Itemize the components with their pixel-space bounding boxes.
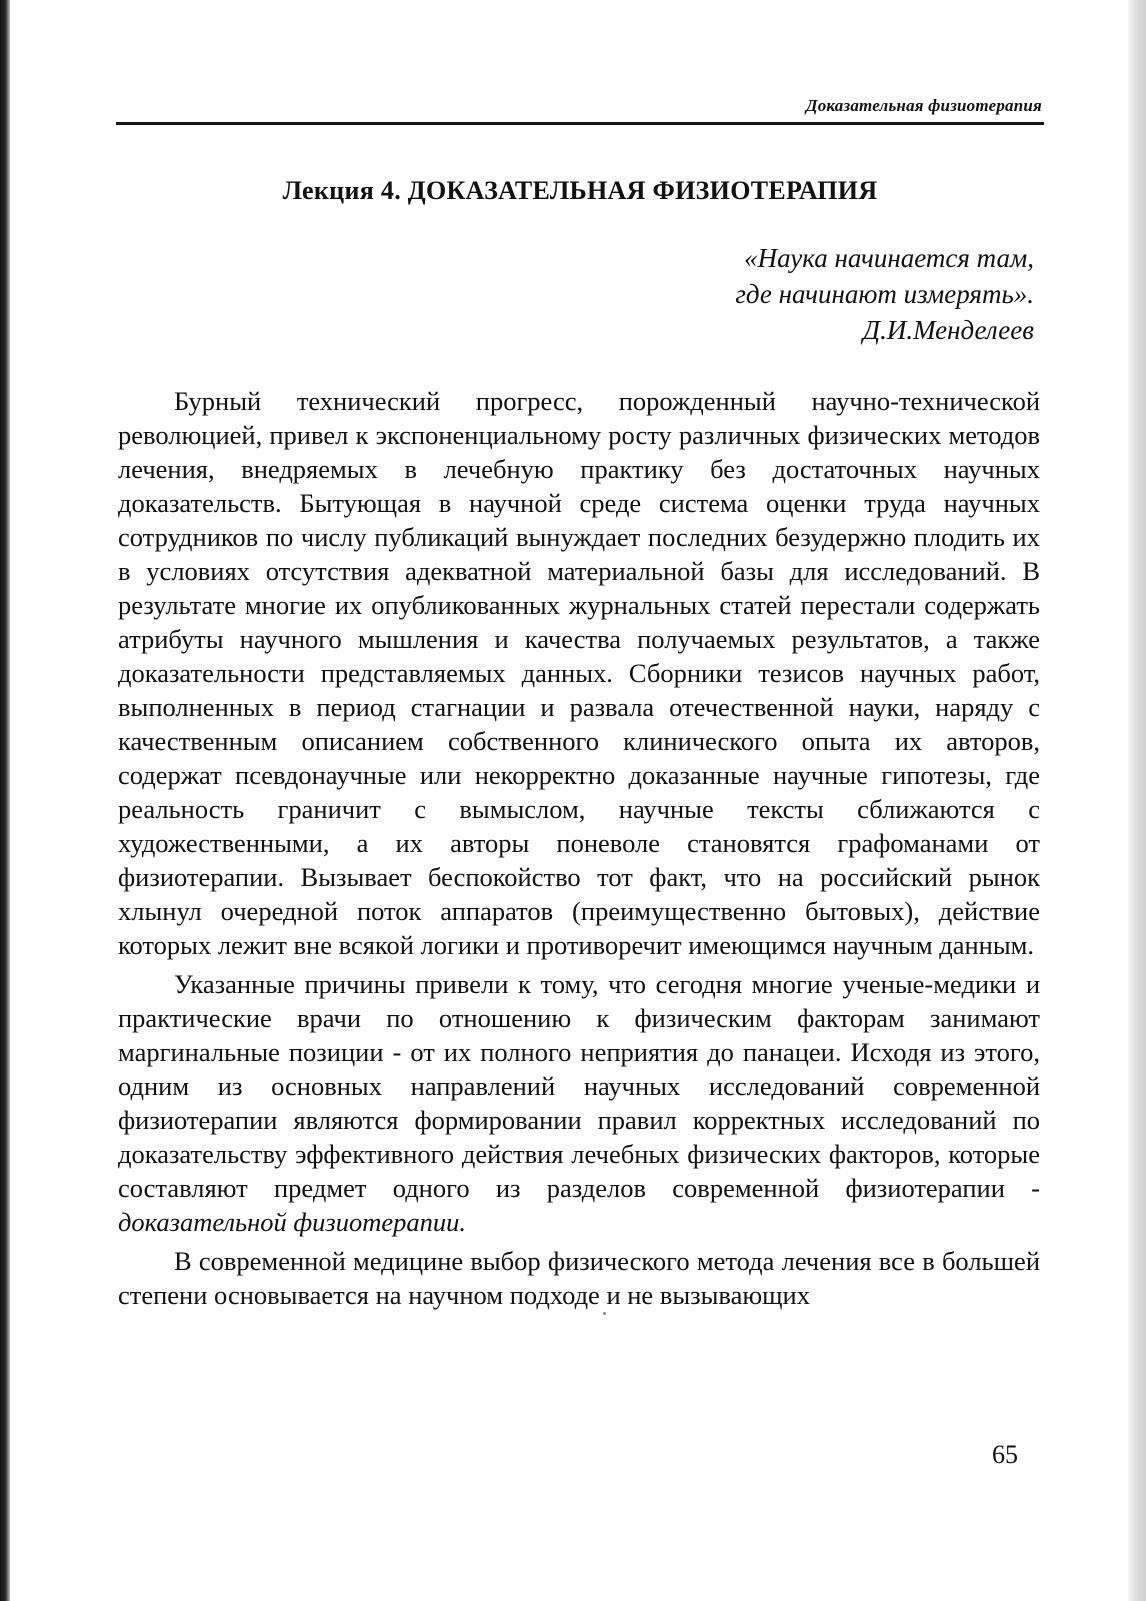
binding-edge-left — [0, 0, 10, 1601]
paragraph-1: Бурный технический прогресс, порожденный научно-технической революцией, привел к экспоненциальному росту различных физических методов лечения, внедряемых в лечебную практику без достаточных научных доказательств. Бытующая в научной среде система оценки труда научных сотрудников по числу публикаций вынуждает последних безудержно плодить их в условиях отсутствия адекватной материальной базы для исследований. В результате многие их опубликованных журнальных статей перестали содержать атрибуты научного мышления и качества получаемых результатов, а также доказательности представляемых данных. Сборники тезисов научных работ, выполненных в период стагнации и развала отечественной науки, наряду с качественным описанием собственного клинического опыта их авторов, содержат псевдонаучные или некорректно доказанные научные гипотезы, где реальность граничит с вымыслом, научные тексты сближаются с художественными, а их авторы поневоле становятся графоманами от физиотерапии. Вызывает беспокойство тот факт, что на российский рынок хлынул очередной поток аппаратов (преимущественно бытовых), действие которых лежит вне всякой логики и противоречит имеющимся научным данным. — [118, 386, 1040, 960]
epigraph-line-2: где начинают измерять». — [735, 279, 1034, 309]
paragraph-2 — [118, 967, 1040, 1239]
lecture-title: Лекция 4. ДОКАЗАТЕЛЬНАЯ ФИЗИОТЕРАПИЯ — [282, 176, 878, 205]
header-rule — [116, 122, 1044, 125]
page-number: 65 — [992, 1440, 1018, 1469]
running-header: Доказательная физиотерапия — [805, 96, 1042, 115]
body-text — [118, 384, 1040, 1317]
epigraph-author: Д.И.Менделеев — [862, 315, 1034, 345]
page-edge-right — [1128, 0, 1146, 1601]
epigraph — [474, 240, 1034, 348]
epigraph-line-1: «Наука начинается там, — [744, 243, 1034, 273]
paragraph-3: В современной медицине выбор физического метода лечения все в большей степени основывается на научном подходе и не вызывающих — [118, 1246, 1040, 1310]
paragraph-2-text: Указанные причины привели к тому, что сегодня многие ученые-медики и практические врачи по отношению к физическим факторам занимают маргинальные позиции - от их полного неприятия до панацеи. Исходя из этого, одним из основных направлений научных исследований современной физиотерапии являются формировании правил корректных исследований по доказательству эффективного действия лечебных физических факторов, которые составляют предмет одного из разделов современной физиотерапии - — [118, 969, 1040, 1203]
scan-speck — [603, 1312, 606, 1315]
paragraph-2-emphasis: доказательной физиотерапии. — [118, 1207, 467, 1237]
